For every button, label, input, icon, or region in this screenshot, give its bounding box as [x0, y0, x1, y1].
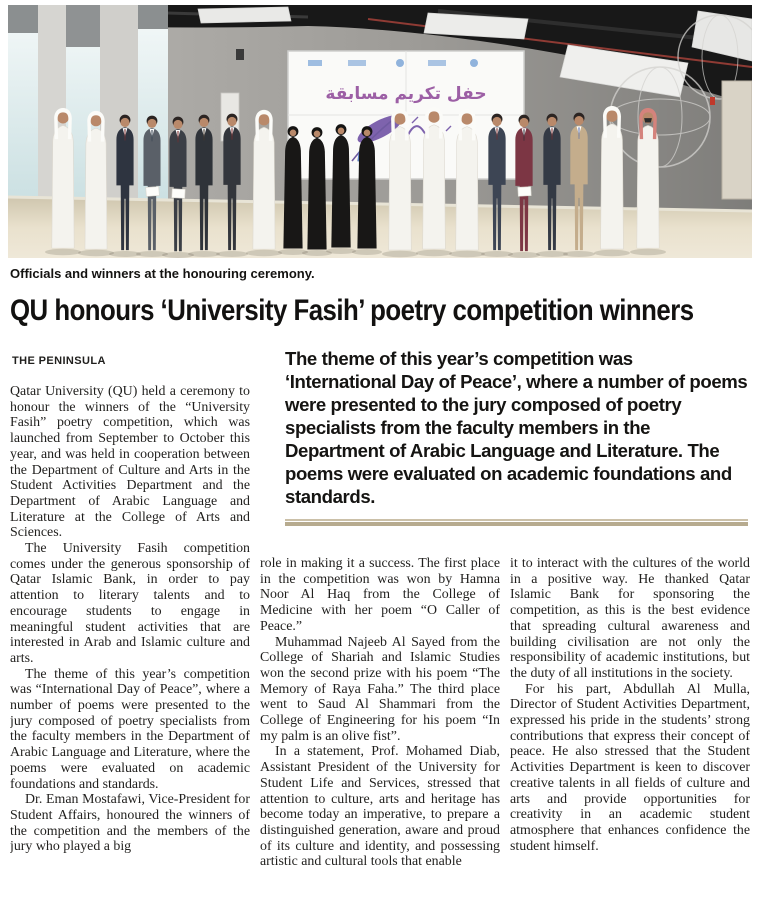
article-column-2: [260, 556, 500, 910]
ceiling-camera: [236, 49, 244, 60]
article-column-1: [10, 384, 250, 910]
person-figure: [283, 126, 302, 248]
article-paragraph: For his part, Abdullah Al Mulla, Director of Student Activities Department, expressed his pride in the students’ strong contributions that express their concept of peace. He also stressed that the Student Activities Department is keen to discover creative talents in all fields of culture and arts and provide opportunities for creativity in an academic student atmosphere that enhances confidence the student himself.: [510, 681, 750, 854]
person-figure: [601, 106, 624, 249]
ceremony-photo: [8, 5, 752, 258]
pull-quote-divider: [285, 519, 748, 526]
person-figure: [637, 108, 659, 248]
byline: THE PENINSULA: [12, 355, 106, 367]
person-figure: [307, 127, 326, 249]
person-figure: [253, 110, 275, 249]
person-figure: [357, 126, 376, 248]
headline: QU honours ‘University Fasih’ poetry competition winners: [10, 294, 694, 327]
person-figure: [52, 108, 74, 248]
screen-title-arabic: حفل تكريم مسابقة: [325, 84, 487, 104]
article-paragraph: The University Fasih competition comes under the generous sponsorship of Qatar Islamic Bank, in order to pay attention to literary talents and to encourage students to engage in meaningful student activities that are interested in Arab and Islamic culture and arts.: [10, 541, 250, 666]
ceremony-photo-graphic: [8, 5, 752, 258]
pull-quote: [285, 347, 748, 526]
photo-caption: Officials and winners at the honouring ceremony.: [10, 266, 315, 281]
article-paragraph: In a statement, Prof. Mohamed Diab, Assistant President of the University for Student Life and Services, stressed that attention to culture, arts and heritage has become today an imperative, to prepare a distinguished generation, aware and proud of its culture and identity, and possessing artistic and cultural tools that enable: [260, 744, 500, 870]
person-figure: [331, 124, 350, 247]
article-paragraph: it to interact with the cultures of the world in a positive way. He thanked Qatar Islamic Bank for sponsoring the competition, as this is the best evidence that spreading cultural awareness and building civilisation are not only the responsibility of academic institutions, but the duty of all institutions in the society.: [510, 556, 750, 681]
article-paragraph: Muhammad Najeeb Al Sayed from the College of Shariah and Islamic Studies won the second prize with his poem “The Memory of Raya Faha.” The third place went to Saud Al Shammari from the College of Engineering for his poem “In my palm is an olive fist”.: [260, 634, 500, 744]
person-figure: [389, 109, 412, 250]
article-paragraph: Dr. Eman Mostafawi, Vice-President for Student Affairs, honoured the winners of the competition and the members of the jury who played a big: [10, 792, 250, 855]
article-paragraph: The theme of this year’s competition was “International Day of Peace”, where a number of poems were presented to the jury composed of poetry specialists from the faculty members in the Department of Arabic Language and Literature, where the poems were evaluated on academic foundations and standards.: [10, 666, 250, 792]
article-paragraph: Qatar University (QU) held a ceremony to honour the winners of the “University Fasih” poetry competition, which was launched from September to October this year, and was held in cooperation between the Department of Culture and Arts in the Student Activities Department and the Department of Arabic Language and Literature at the College of Arts and Sciences.: [10, 384, 250, 541]
person-figure: [85, 111, 107, 249]
article-paragraph: role in making it a success. The first place in the competition was won by Hamna Noor Al Haq from the College of Medicine with her poem “O Caller of Peace.”: [260, 556, 500, 634]
person-figure: [423, 107, 446, 249]
fire-alarm: [710, 97, 715, 105]
article-column-3: [510, 556, 750, 910]
person-figure: [456, 109, 479, 250]
pull-quote-text: The theme of this year’s competition was ‘International Day of Peace’, where a number of poems were presented to the jury composed of poetry specialists from the faculty members in the Department of Arabic Language and Literature. The poems were evaluated on academic foundations and standards.: [285, 348, 748, 507]
